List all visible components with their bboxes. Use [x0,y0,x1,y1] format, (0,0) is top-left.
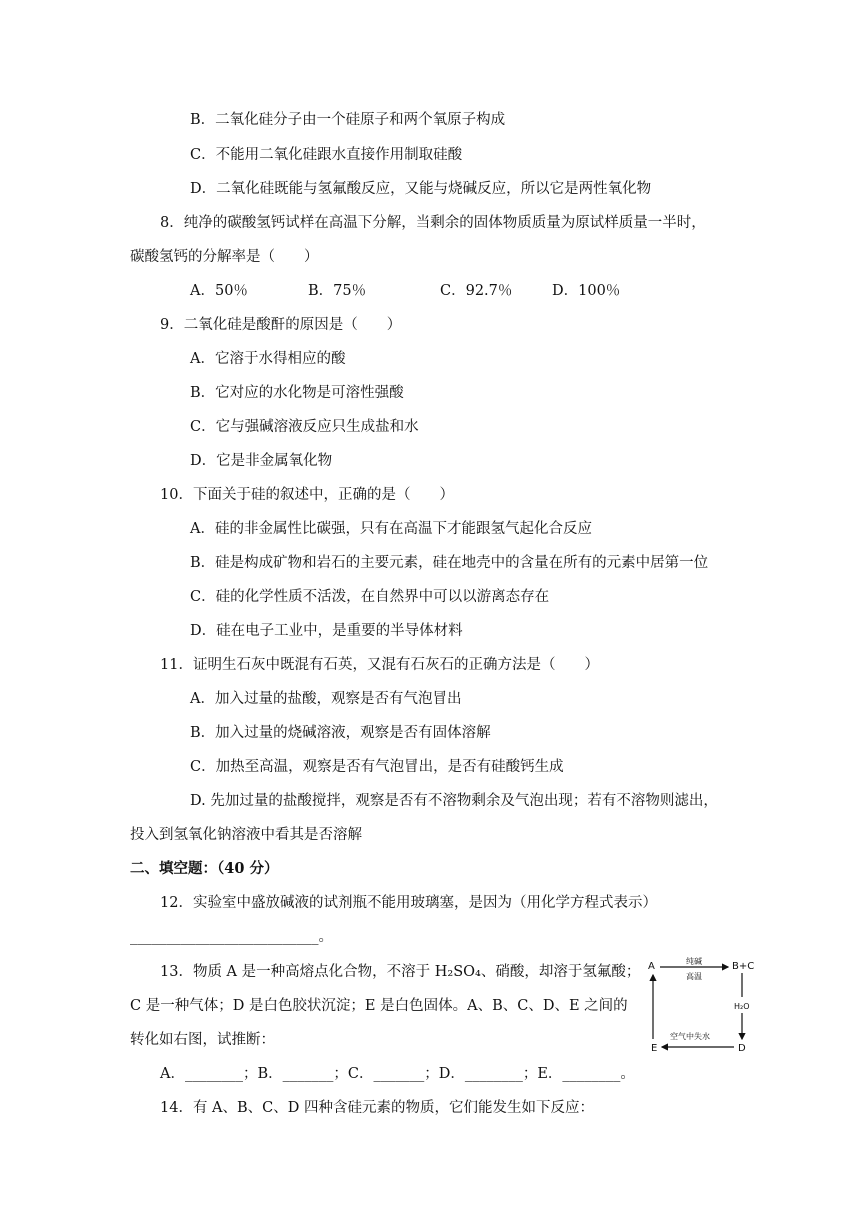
q9-option-c: C．它与强碱溶液反应只生成盐和水 [190,419,419,435]
diagram-label-high-temp: 高温 [686,972,702,981]
q10-option-c: C．硅的化学性质不活泼，在自然界中可以以游离态存在 [190,589,550,605]
diagram-node-bc: B+C [732,961,755,972]
q9-stem: 9．二氧化硅是酸酐的原因是（ ） [160,317,402,333]
q9-option-a: A．它溶于水得相应的酸 [190,351,346,367]
q11-option-a: A．加入过量的盐酸，观察是否有气泡冒出 [190,691,462,707]
q11-option-c: C．加热至高温，观察是否有气泡冒出，是否有硅酸钙生成 [190,759,564,775]
q11-option-d-line-2: 投入到氢氧化钠溶液中看其是否溶解 [130,827,362,843]
q8-stem-line-2: 碳酸氢钙的分解率是（ ） [130,249,319,265]
q10-option-a: A．硅的非金属性比碳强，只有在高温下才能跟氢气起化合反应 [190,521,592,537]
diagram-label-water: H₂O [734,1002,750,1011]
diagram-node-e: E [651,1043,658,1054]
q8-option-b: B．75％ [308,283,367,299]
q9-option-d: D．它是非金属氧化物 [190,453,333,469]
q10-option-d: D．硅在电子工业中，是重要的半导体材料 [190,623,463,639]
q10-stem: 10．下面关于硅的叙述中，正确的是（ ） [160,487,454,503]
q14-stem: 14．有 A、B、C、D 四种含硅元素的物质，它们能发生如下反应： [160,1100,595,1116]
q8-option-c: C．92.7％ [440,283,513,299]
q7-option-b: B．二氧化硅分子由一个硅原子和两个氧原子构成 [190,112,506,128]
q8-option-d: D．100％ [552,283,621,299]
q13-line-3: 转化如右图，试推断： [130,1032,275,1048]
q9-option-b: B．它对应的水化物是可溶性强酸 [190,385,404,401]
q11-option-b: B．加入过量的烧碱溶液，观察是否有固体溶解 [190,725,491,741]
q13-line-1: 13．物质 A 是一种高熔点化合物，不溶于 H₂SO₄、硝酸，却溶于氢氟酸； [160,964,641,980]
q12-stem: 12．实验室中盛放碱液的试剂瓶不能用玻璃塞，是因为（用化学方程式表示） [160,895,657,911]
q13-line-2: C 是一种气体；D 是白色胶状沉淀；E 是白色固体。A、B、C、D、E 之间的 [130,998,628,1014]
q10-option-b: B．硅是构成矿物和岩石的主要元素，硅在地壳中的含量在所有的元素中居第一位 [190,555,709,571]
q7-option-c: C．不能用二氧化硅跟水直接作用制取硅酸 [190,147,463,163]
q7-option-d: D．二氧化硅既能与氢氟酸反应，又能与烧碱反应，所以它是两性氧化物 [190,181,652,197]
section-heading: 二、填空题：（40 分） [130,860,279,877]
q11-stem: 11．证明生石灰中既混有石英，又混有石灰石的正确方法是（ ） [160,657,599,673]
q11-option-d-line-1: D. 先加过量的盐酸搅拌，观察是否有不溶物剩余及气泡出现；若有不溶物则滤出， [190,793,718,809]
q8-stem-line-1: 8．纯净的碳酸氢钙试样在高温下分解，当剩余的固体物质质量为原试样质量一半时， [160,215,706,231]
diagram-label-soda: 纯碱 [686,957,702,966]
diagram-node-a: A [648,961,655,972]
q8-option-a: A．50％ [190,283,248,299]
diagram-node-d: D [738,1043,746,1054]
conversion-diagram [648,955,758,1055]
q12-answer-blank: __________________________。 [130,929,333,945]
q13-answers: A．________；B．_______；C．_______；D．________；E．________。 [160,1066,635,1082]
diagram-label-air-dehydrate: 空气中失水 [670,1032,710,1041]
